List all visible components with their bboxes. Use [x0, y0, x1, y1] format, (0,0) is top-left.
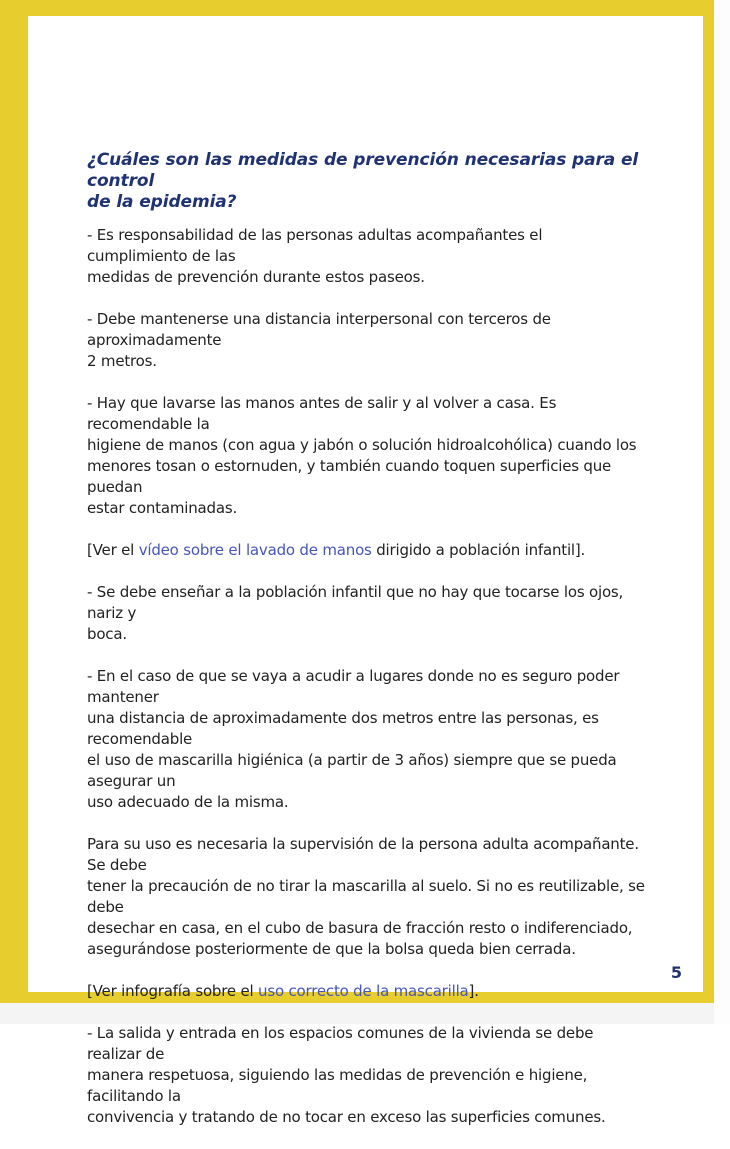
paragraph-5-line-2: una distancia de aproximadamente dos metros entre las personas, es recomendable — [87, 709, 599, 748]
paragraph-5-line-3: el uso de mascarilla higiénica (a partir de 3 años) siempre que se pueda asegurar un — [87, 751, 617, 790]
paragraph-3-line-4: estar contaminadas. — [87, 499, 238, 517]
paragraph-3 — [87, 393, 647, 519]
handwashing-reference-suffix: dirigido a población infantil]. — [371, 541, 586, 559]
paragraph-3-line-2: higiene de manos (con agua y jabón o solución hidroalcohólica) cuando los — [87, 436, 637, 454]
paragraph-7-line-3: convivencia y tratando de no tocar en exceso las superficies comunes. — [87, 1108, 606, 1126]
paragraph-5-line-4: uso adecuado de la misma. — [87, 793, 289, 811]
paragraph-5 — [87, 666, 647, 813]
white-page-sheet — [28, 16, 703, 1126]
paragraph-2 — [87, 309, 647, 372]
paragraph-4-line-1: - Se debe enseñar a la población infantil que no hay que tocarse los ojos, nariz y — [87, 583, 624, 622]
main-content — [87, 150, 647, 1149]
mask-infographic-reference — [87, 981, 647, 1002]
paragraph-6 — [87, 834, 647, 960]
paragraph-2-line-1: - Debe mantenerse una distancia interpersonal con terceros de aproximadamente — [87, 310, 551, 349]
right-strip — [714, 0, 730, 1024]
paragraph-4-line-2: boca. — [87, 625, 127, 643]
paragraph-7-line-1: - La salida y entrada en los espacios comunes de la vivienda se debe realizar de — [87, 1024, 594, 1063]
paragraph-4 — [87, 582, 647, 645]
page-number: 5 — [670, 963, 682, 982]
mask-reference-suffix: ]. — [468, 982, 479, 1000]
handwashing-reference-prefix: [Ver el — [87, 541, 139, 559]
paragraph-5-line-1: - En el caso de que se vaya a acudir a lugares donde no es seguro poder mantener — [87, 667, 620, 706]
paragraph-6-line-1: Para su uso es necesaria la supervisión de la persona adulta acompañante. Se debe — [87, 835, 639, 874]
paragraph-6-line-3: desechar en casa, en el cubo de basura de fracción resto o indiferenciado, — [87, 919, 633, 937]
section-heading-line-1: ¿Cuáles son las medidas de prevención necesarias para el control — [87, 150, 639, 191]
handwashing-video-link[interactable]: vídeo sobre el lavado de manos — [138, 541, 372, 559]
paragraph-6-line-2: tener la precaución de no tirar la mascarilla al suelo. Si no es reutilizable, se debe — [87, 877, 645, 916]
section-heading-line-2: de la epidemia? — [87, 192, 237, 212]
paragraph-7-line-2: manera respetuosa, siguiendo las medidas de prevención e higiene, facilitando la — [87, 1066, 588, 1105]
paragraph-7 — [87, 1023, 647, 1128]
section-heading — [87, 150, 647, 213]
paragraph-1 — [87, 225, 647, 288]
handwashing-video-reference — [87, 540, 647, 561]
mask-usage-link[interactable]: uso correcto de la mascarilla — [258, 982, 469, 1000]
paragraph-2-line-2: 2 metros. — [87, 352, 157, 370]
paragraph-3-line-1: - Hay que lavarse las manos antes de salir y al volver a casa. Es recomendable la — [87, 394, 557, 433]
paragraph-1-line-2: medidas de prevención durante estos paseos. — [87, 268, 425, 286]
paragraph-6-line-4: asegurándose posteriormente de que la bolsa queda bien cerrada. — [87, 940, 576, 958]
paragraph-1-line-1: - Es responsabilidad de las personas adultas acompañantes el cumplimiento de las — [87, 226, 543, 265]
mask-reference-prefix: [Ver infografía sobre el — [87, 982, 259, 1000]
paragraph-3-line-3: menores tosan o estornuden, y también cuando toquen superficies que puedan — [87, 457, 612, 496]
